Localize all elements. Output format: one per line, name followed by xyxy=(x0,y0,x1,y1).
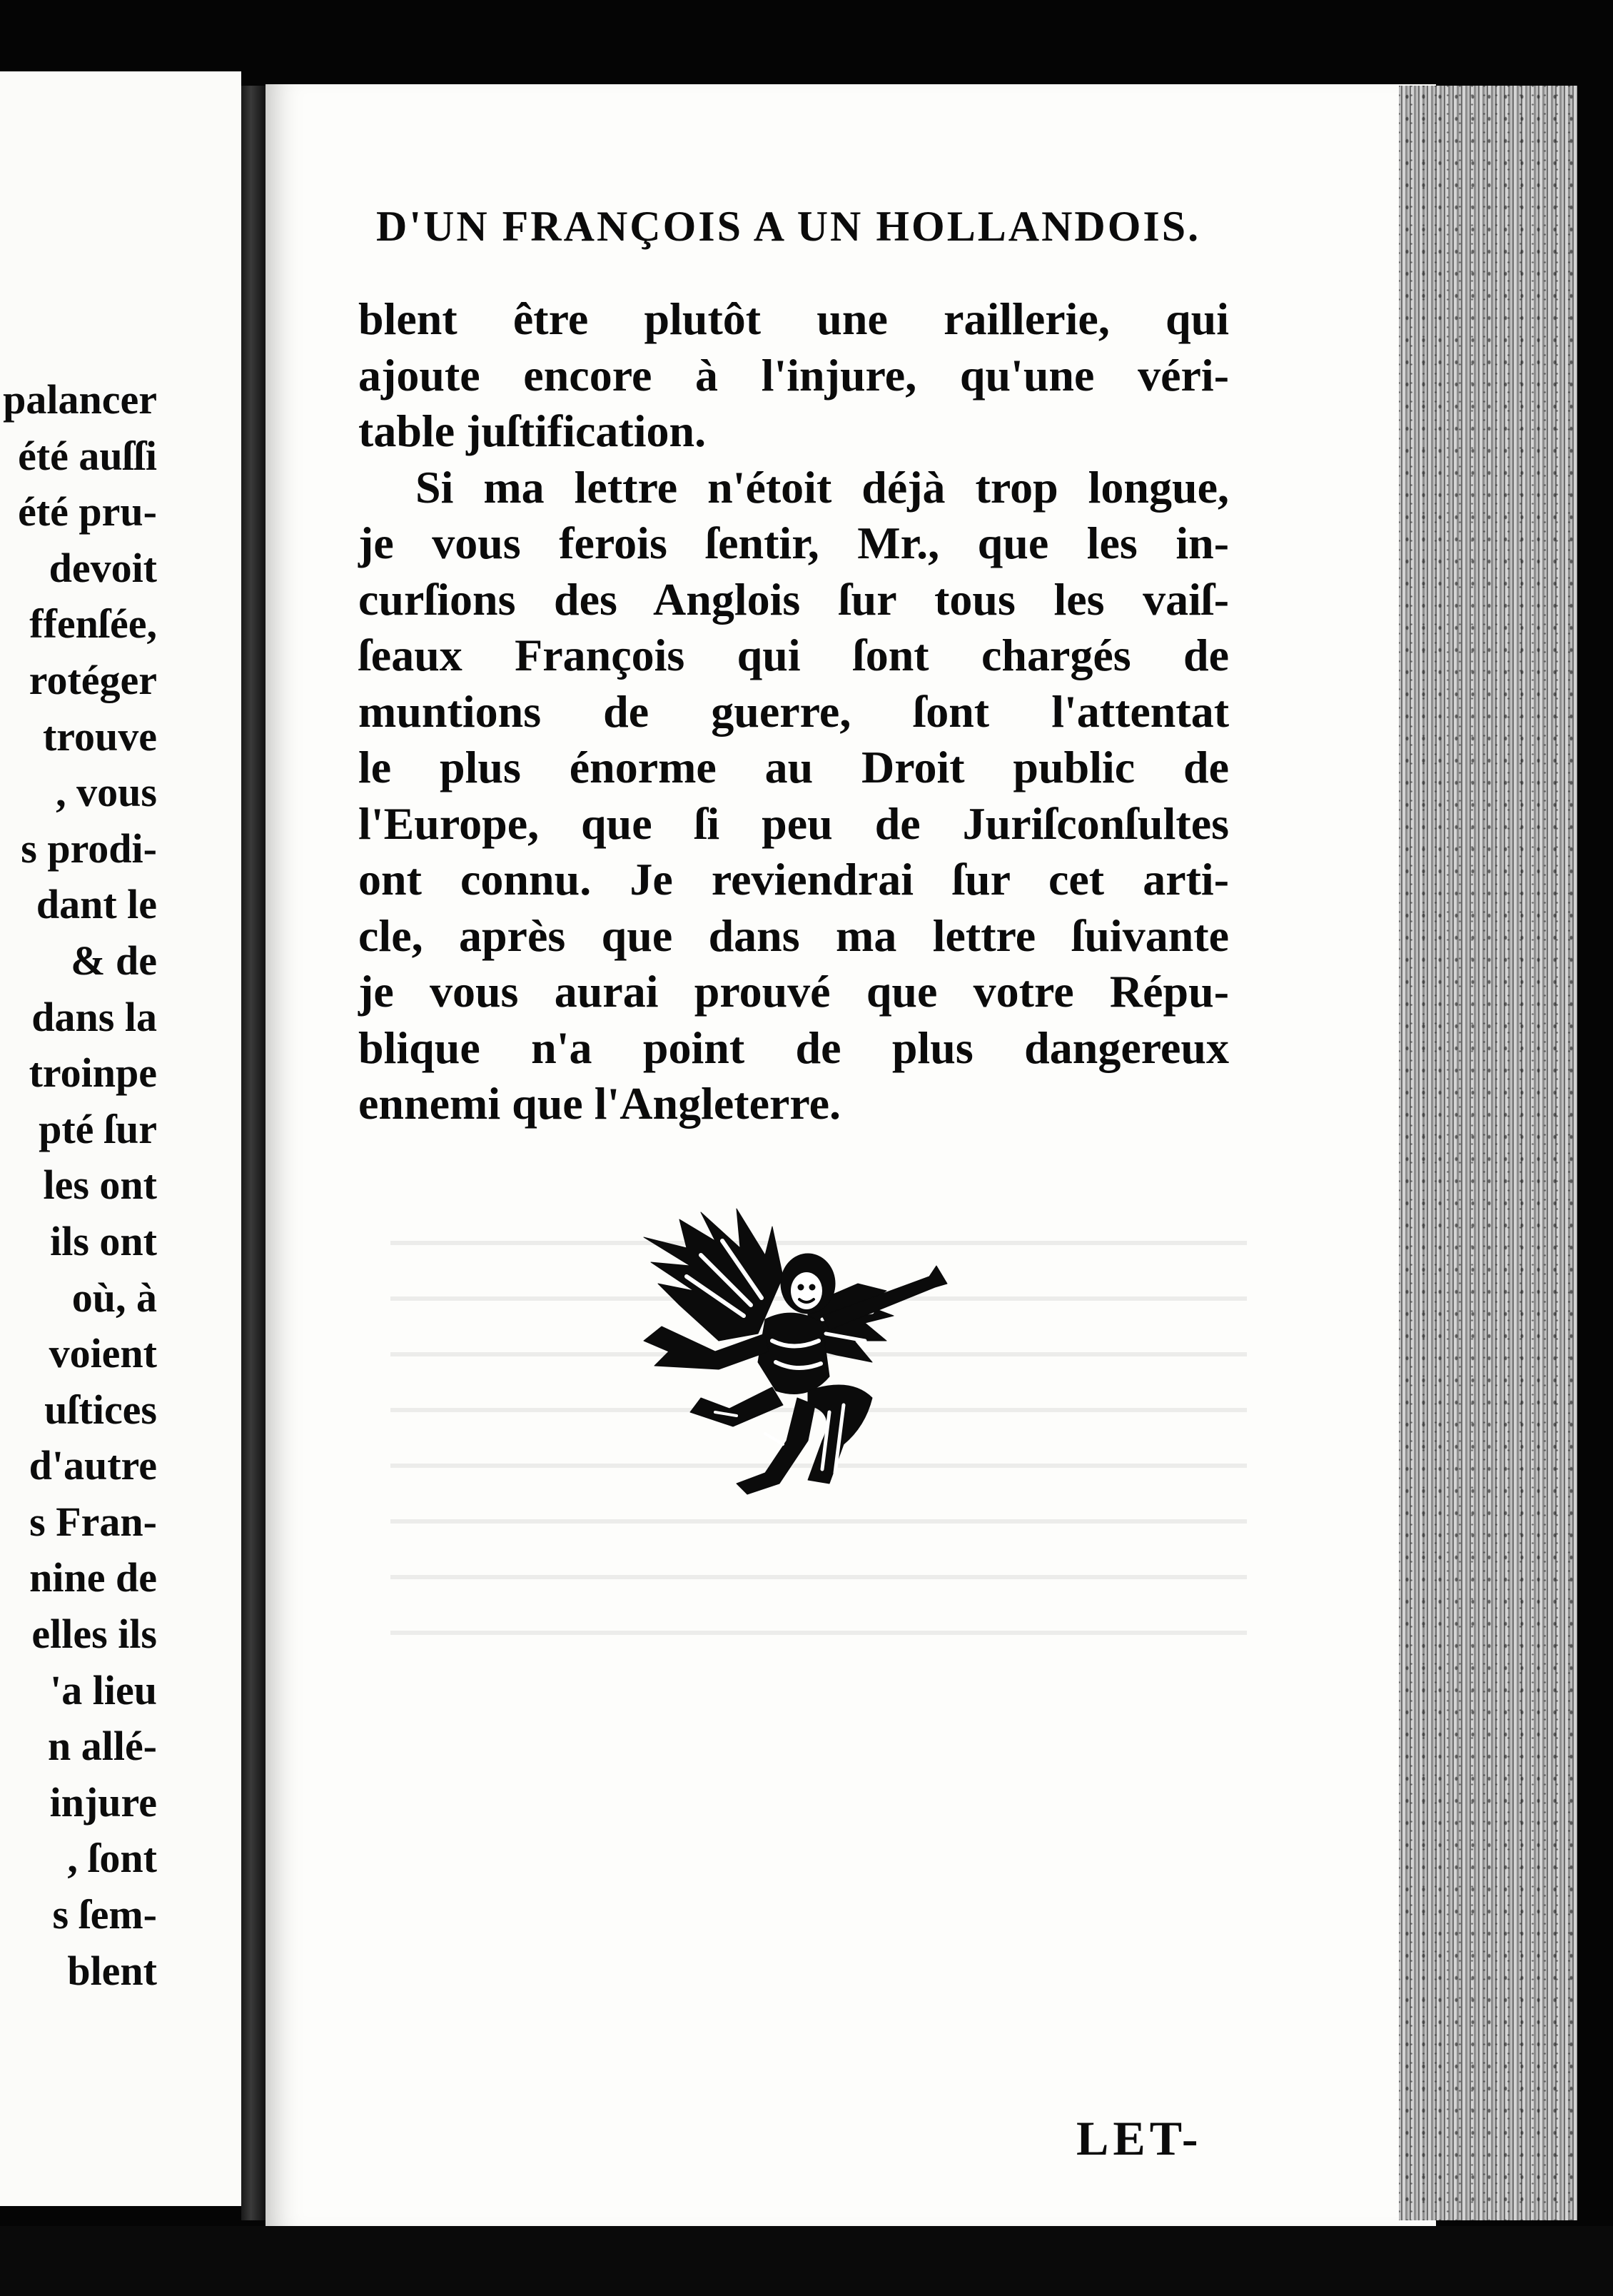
text-line: ſeaux François qui ſont chargés de xyxy=(358,630,1229,680)
scan-border xyxy=(0,2226,1613,2296)
text-line: blent être plutôt une raillerie, qui xyxy=(358,293,1229,344)
left-line: s prodi- xyxy=(21,825,157,872)
left-line: uſtices xyxy=(44,1386,157,1433)
left-line: nine de xyxy=(29,1554,157,1601)
left-line: , vous xyxy=(56,769,157,816)
running-head: D'UN FRANÇOIS A UN HOLLANDOIS. xyxy=(376,203,1201,250)
right-page xyxy=(266,84,1436,2226)
text-line: Si ma lettre n'étoit déjà trop longue, xyxy=(415,461,1229,513)
left-line: , ſont xyxy=(67,1835,157,1882)
left-line: rotéger xyxy=(29,656,157,703)
left-line: ils ont xyxy=(50,1217,157,1264)
text-line: cle, après que dans ma lettre ſuivante xyxy=(358,910,1229,961)
left-line: devoit xyxy=(49,544,157,591)
left-line: d'autre xyxy=(29,1442,157,1489)
text-line: ennemi que l'Angleterre. xyxy=(358,1078,841,1129)
text-line: table juſtification. xyxy=(358,406,707,456)
left-line: 'a lieu xyxy=(50,1666,157,1713)
left-page xyxy=(0,71,241,2206)
left-line: où, à xyxy=(71,1274,157,1321)
left-line: les ont xyxy=(43,1162,157,1209)
left-line: s Fran- xyxy=(29,1498,157,1545)
catchword: LET- xyxy=(1076,2111,1203,2165)
left-line: ffenſée, xyxy=(29,600,157,648)
left-line: n allé- xyxy=(47,1723,157,1770)
left-line: été pru- xyxy=(18,488,157,535)
left-line: trouve xyxy=(42,713,157,760)
left-line: elles ils xyxy=(31,1611,157,1658)
winged-cherub-trumpet-icon xyxy=(594,1198,965,1498)
left-page-text xyxy=(3,372,157,1999)
text-line: je vous ferois ſentir, Mr., que les in- xyxy=(358,518,1229,568)
text-line: ajoute encore à l'injure, qu'une véri- xyxy=(358,349,1229,401)
text-line: blique n'a point de plus dangereux xyxy=(358,1022,1229,1073)
body-text xyxy=(358,291,1229,1132)
text-line: le plus énorme au Droit public de xyxy=(358,742,1229,792)
left-line: troinpe xyxy=(29,1049,157,1097)
left-line: & de xyxy=(71,937,157,984)
left-line: blent xyxy=(67,1947,157,1994)
left-line: dans la xyxy=(31,993,157,1040)
left-line: pté ſur xyxy=(39,1105,157,1152)
text-line: ont connu. Je reviendrai ſur cet arti- xyxy=(358,854,1229,905)
text-line: curſions des Anglois ſur tous les vaiſ- xyxy=(358,573,1229,625)
page-fore-edge xyxy=(1399,86,1577,2220)
text-line: muntions de guerre, ſont l'attentat xyxy=(358,685,1229,737)
text-line: l'Europe, que ſi peu de Juriſconſultes xyxy=(358,797,1229,849)
book-gutter xyxy=(241,86,266,2220)
text-line: je vous aurai prouvé que votre Répu- xyxy=(358,966,1229,1017)
left-line: injure xyxy=(49,1778,157,1826)
left-line: palancer xyxy=(3,376,157,423)
left-line: s ſem- xyxy=(52,1891,157,1938)
left-line: été auſſi xyxy=(18,432,157,479)
left-line: voient xyxy=(49,1330,157,1377)
left-line: dant le xyxy=(36,881,157,928)
